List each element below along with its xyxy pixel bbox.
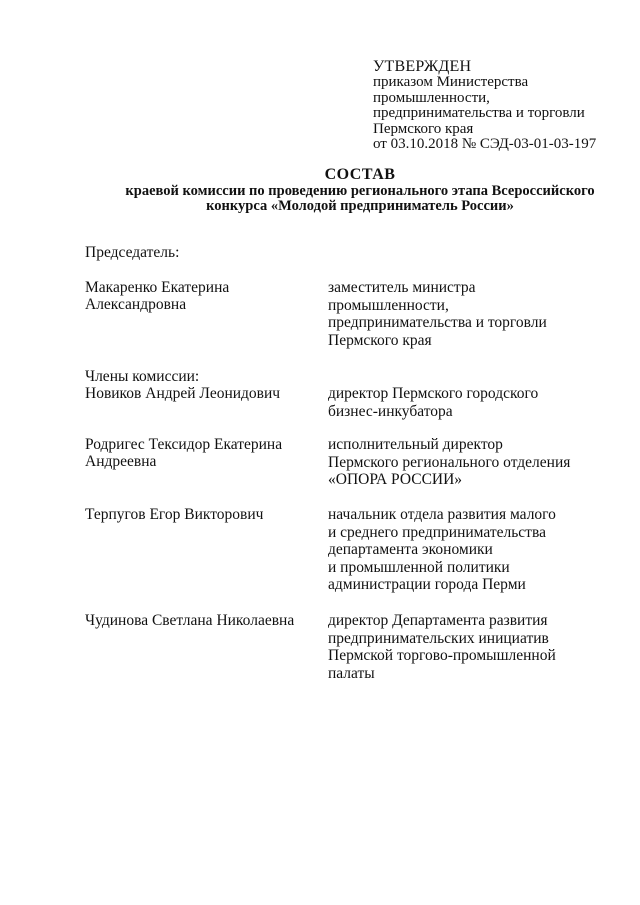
member-name [85,612,320,629]
member-name [85,436,320,470]
approval-heading: УТВЕРЖДЕН [373,58,472,75]
member-position-line: заместитель министра [328,279,476,296]
approval-line: приказом Министерства [373,74,529,90]
member-name [85,506,320,523]
member-position-line: администрации города Перми [328,576,526,593]
member-position-line: Пермского регионального отделения [328,453,571,471]
member-position-line: палаты [328,664,375,682]
chairman-label: Председатель: [85,244,180,261]
members-label: Члены комиссии: [85,368,200,385]
member-position [328,436,588,489]
member-name-line: Родригес Тексидор Екатерина [85,436,283,453]
member-name-line: Чудинова Светлана Николаевна [85,612,295,629]
member-position [328,385,588,420]
document-title [60,166,640,214]
member-position-line: директор Пермского городского [328,385,539,402]
member-position-line: «ОПОРА РОССИИ» [328,471,463,488]
approval-line: промышленности, [373,89,490,106]
member-position [328,279,588,349]
member-position-line: предпринимательских инициатив [328,629,549,647]
member-name [85,279,320,313]
member-name-line: Александровна [85,296,187,313]
approval-stamp [373,58,596,153]
member-position-line: исполнительный директор [328,436,503,453]
member-position-line: Пермской торгово-промышленной [328,647,556,664]
title-subtitle-line: краевой комиссии по проведению регионального этапа Всероссийского [125,183,595,199]
member-name-line: Новиков Андрей Леонидович [85,385,281,402]
member-position-line: директор Департамента развития [328,612,548,629]
member-position-line: промышленности, [328,296,449,314]
member-name-line: Андреевна [85,453,157,470]
member-name-line: Макаренко Екатерина [85,279,230,296]
member-position-line: бизнес-инкубатора [328,402,453,420]
member-name [85,385,320,402]
member-name-line: Терпугов Егор Викторович [85,506,264,523]
approval-line: от 03.10.2018 № СЭД-03-01-03-197 [373,136,597,152]
title-main: СОСТАВ [324,166,396,183]
member-position-line: начальник отдела развития малого [328,506,556,523]
member-position [328,506,588,594]
member-position-line: департамента экономики [328,541,493,558]
member-position-line: Пермского края [328,331,432,349]
title-subtitle-line: конкурса «Молодой предприниматель России» [206,198,514,214]
approval-line: Пермского края [373,120,474,137]
approval-line: предпринимательства и торговли [373,105,585,121]
member-position-line: предпринимательства и торговли [328,314,547,331]
member-position-line: и среднего предпринимательства [328,523,546,541]
member-position [328,612,588,682]
member-position-line: и промышленной политики [328,558,510,576]
